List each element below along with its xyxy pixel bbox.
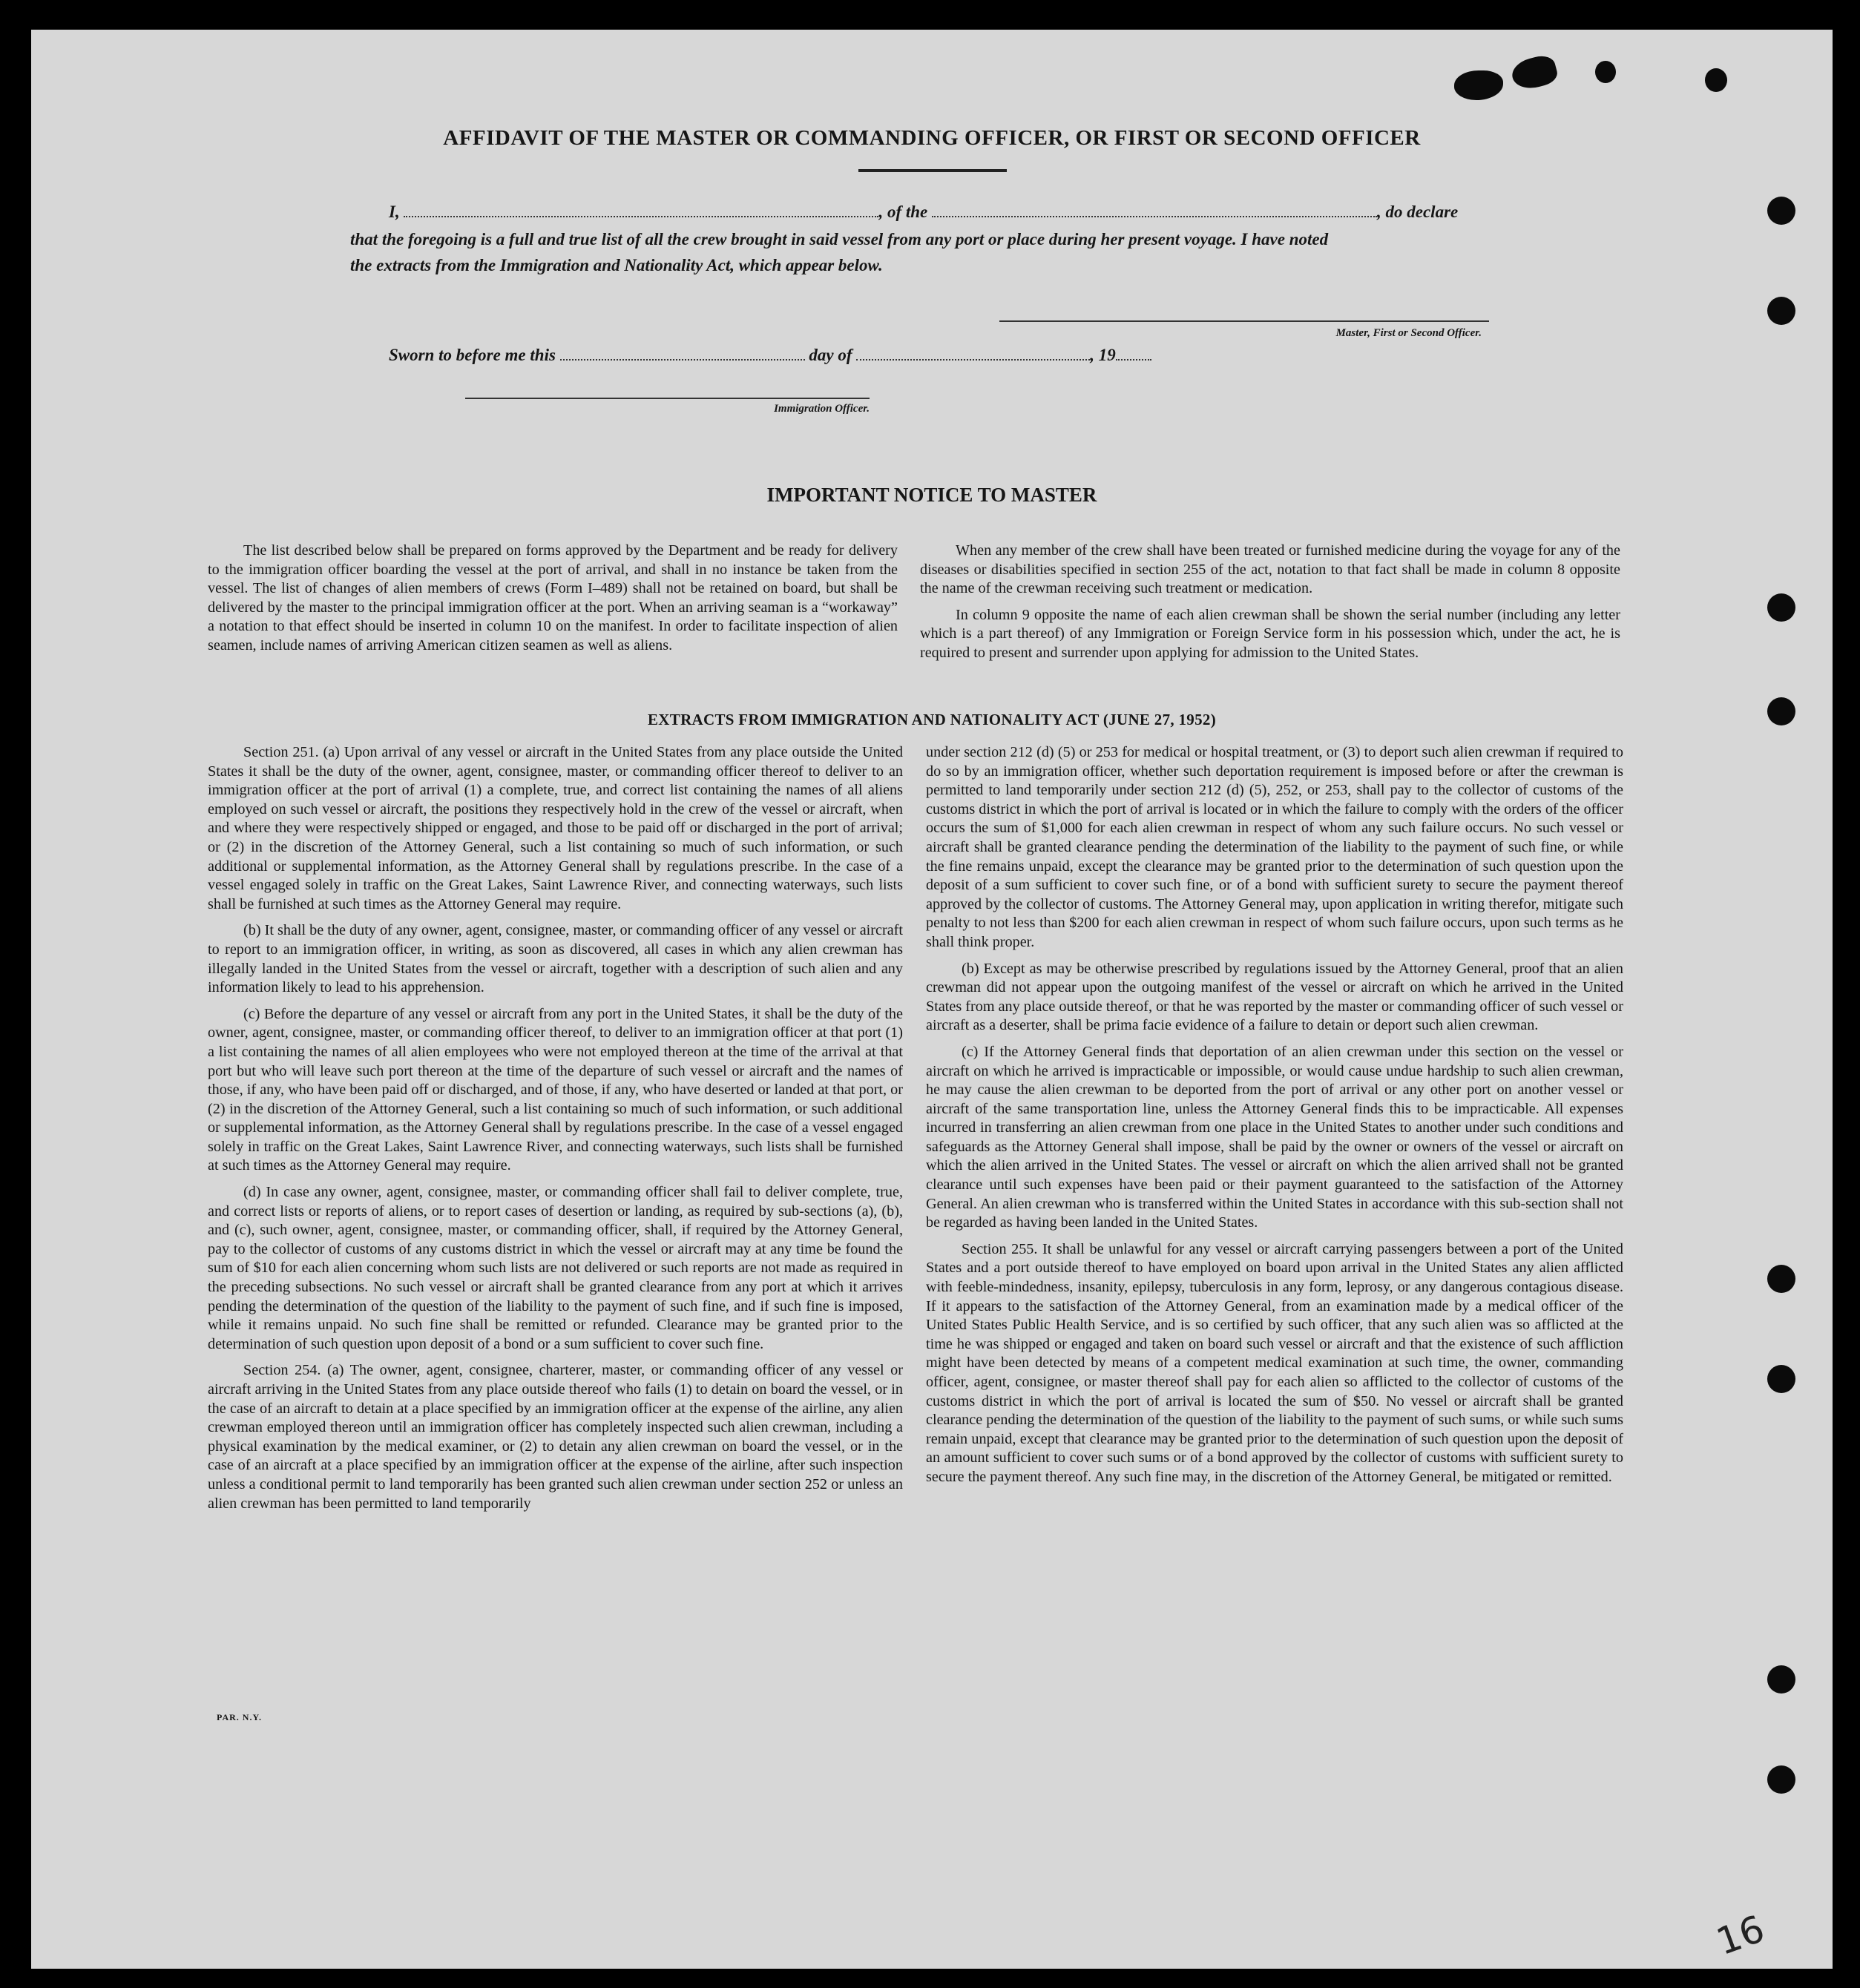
notice-paragraph: When any member of the crew shall have been treated or furnished medicine during the voyage for any of the diseases or disabilities specified in section 255 of the act, notation to that fact shall be made in column 8 opposite the name of the crewman receiving such treatment or medication. [920,542,1620,597]
act-section-251b: (b) It shall be the duty of any owner, agent, consignee, master, or commanding officer of any vessel or aircraft to report to an immigration officer, in writing, as soon as discovered, all cases in which any alien crewman has illegally landed in the United States from the vessel or aircraft, together with a description of such alien and any information likely to lead to his apprehension. [208,922,903,996]
officer-caption: Immigration Officer. [774,403,870,415]
day-of-label: day of [809,346,852,364]
declaration-do-declare: , do declare [1377,203,1459,221]
printer-mark: PAR. N.Y. [217,1712,263,1722]
act-section-254b: (b) Except as may be otherwise prescribed by regulations issued by the Attorney General, proof that an alien crewman did not appear upon the outgoing manifest of the vessel or aircraft on which he arrived in the United States from any place outside thereof, or that he was reported by the master or commanding officer of such vessel or aircraft as a deserter, shall be prima facie evidence of a failure to detain or deport such alien crewman. [926,960,1623,1034]
notice-right-column [920,542,1620,671]
act-section-251d: (d) In case any owner, agent, consignee, master, or commanding officer shall fail to deliver complete, true, and correct lists or reports of aliens, or to report cases of desertion or landing, as required by sub-sections (a), (b), and (c), such owner, agent, consignee, master, or commanding officer, shall, if required by the Attorney General, pay to the collector of customs of any customs district in which the vessel or aircraft may at any time be found the sum of $10 for each alien concerning whom such lists are not delivered or such reports are not made as required in the preceding subsections. No such vessel or aircraft shall be granted clearance from any port at which it arrives pending the determination of the question of the liability to the payment of such fine, and if such fine is imposed, while it remains unpaid. No such fine shall be remitted or refunded. Clearance may be granted prior to the determination of such question upon deposit of a bond or a sum sufficient to cover such fine. [208,1184,903,1352]
notice-paragraph: In column 9 opposite the name of each alien crewman shall be shown the serial number (including any letter which is a part thereof) of any Immigration or Foreign Service form in his possession which, under the act, he is required to present and surrender upon applying for admission to the United States. [920,606,1620,661]
binder-hole [1767,1265,1795,1293]
declaration-text-2: the extracts from the Immigration and Nationality Act, which appear below. [350,256,883,274]
declaration-i: I, [389,203,400,221]
declaration-of-the: , of the [878,203,928,221]
extracts-right-column [926,743,1623,1495]
notice-paragraph: The list described below shall be prepared on forms approved by the Department and be ready for delivery to the immigration officer boarding the vessel at the port of arrival, and shall in no instance be taken from the vessel. The list of changes of alien members of crews (Form I–489) shall not be retained on board, but shall be delivered by the master to the principal immigration officer at the port. When an arriving seaman is a “workaway” a notation to that effect should be inserted in column 10 on the manifest. In order to facilitate inspection of alien seamen, include names of arriving American citizen seamen as well as aliens. [208,542,898,654]
form-page [31,30,1833,1969]
title-rule [858,169,1007,172]
year-label: , 19 [1090,346,1116,364]
act-section-254c: (c) If the Attorney General finds that deportation of an alien crewman under this section on the vessel or aircraft on which he arrived is impracticable or impossible, or would cause undue hardship to such alien crewman, he may cause the alien crewman to be deported from the port of arrival or any other port on another vessel or aircraft of the same transportation line, unless the Attorney General finds this to be impracticable. All expenses incurred in transferring an alien crewman from one place in the United States to another under such conditions and safeguards as the Attorney General shall impose, shall be paid by the owner or owners of the vessel or aircraft on which the alien arrived in the United States. The vessel or aircraft on which the alien arrived shall not be granted clearance until such expenses have been paid or their payment guaranteed to the satisfaction of the Attorney General. An alien crewman who is transferred within the United States in accordance with this sub-section shall not be regarded as having been landed in the United States. [926,1043,1623,1231]
year-field[interactable] [1116,358,1151,361]
binder-hole [1767,1665,1795,1694]
ink-blot [1595,61,1616,83]
notice-title: IMPORTANT NOTICE TO MASTER [766,484,1097,506]
ink-blot [1509,53,1560,93]
act-section-251a: Section 251. (a) Upon arrival of any vessel or aircraft in the United States from any place outside the United States it shall be the duty of the owner, agent, consignee, master, or commanding officer thereof to deliver to an immigration officer at the port of arrival (1) a complete, true, and correct list containing the names of all aliens employed on such vessel or aircraft, the positions they respectively hold in the crew of the vessel or aircraft, when and where they were respectively shipped or engaged, and those to be paid off or discharged in the port of arrival; or (2) in the discretion of the Attorney General, such a list containing so much of such information, or such additional or supplemental information, as the Attorney General shall by regulations prescribe. In the case of a vessel engaged solely in traffic on the Great Lakes, Saint Lawrence River, and connecting waterways, such lists shall be furnished at such times as the Attorney General may require. [208,744,903,912]
extracts-left-column [208,743,903,1521]
act-section-255: Section 255. It shall be unlawful for any vessel or aircraft carrying passengers between a port of the United States and a port outside thereof to have employed on board upon arrival in the United States any alien afflicted with feeble-mindedness, insanity, epilepsy, tuberculosis in any form, leprosy, or any dangerous contagious disease. If it appears to the satisfaction of the Attorney General, from an examination made by a medical officer of the United States Public Health Service, and is so certified by such officer, that any such alien was so afflicted at the time he was shipped or engaged and taken on board such vessel or aircraft and that the existence of such affliction might have been detected by means of a competent medical examination at such time, the owner, commanding officer, agent, consignee, or master thereof shall pay for each alien so afflicted to the collector of customs of the customs district in which the port of arrival is located the sum of $50. No vessel or aircraft shall be granted clearance pending the determination of the question of the liability to the payment of such sums, or while such sums remain unpaid, except that clearance may be granted prior to the determination of such question upon the deposit of an amount sufficient to cover such sums or of a bond approved by the collector of customs with sufficient surety to secure the payment thereof. Any such fine may, in the discretion of the Attorney General, be mitigated or remitted. [926,1240,1623,1485]
act-section-251c: (c) Before the departure of any vessel or aircraft from any port in the United States, it shall be the duty of the owner, agent, consignee, master, or commanding officer thereof, to deliver to an immigration officer at that port (1) a list containing the names of all alien employees who were not employed thereon at the time of the arrival at that port but who will leave such port thereon at the time of the departure of such vessel or aircraft and the names of those, if any, who have been paid off or discharged, and of those, if any, who have deserted or landed at that port, or (2) in the discretion of the Attorney General, such a list containing so much of such information, or such additional or supplemental information, as the Attorney General shall by regulations prescribe. In the case of a vessel engaged solely in traffic on the Great Lakes, Saint Lawrence River, and connecting waterways, such lists shall be furnished at such times as the Attorney General may require. [208,1005,903,1174]
binder-hole [1767,1765,1795,1794]
act-section-254a-cont: under section 212 (d) (5) or 253 for medical or hospital treatment, or (3) to deport such alien crewman if required to do so by an immigration officer, whether such deportation requirement is imposed before or after the crewman is permitted to land temporarily under section 212 (d) (5), 252, or 253, shall pay to the collector of customs of the customs district in which the port of arrival is located or in which the failure to comply with the orders of the officer occurs the sum of $1,000 for each alien crewman in respect of whom any such failure occurs. No such vessel or aircraft shall be granted clearance pending the determination of the liability to the payment of such fine, or while the fine remains unpaid, except the clearance may be granted prior to the determination of such question upon the deposit of a sum sufficient to cover such fine, or of a bond with sufficient surety to secure the payment thereof approved by the collector of customs. The Attorney General may, upon application in writing therefor, mitigate such penalty to not less than $200 for each alien crewman in respect of whom such failure occurs, upon such terms as he shall think proper. [926,744,1623,950]
binder-hole [1767,1365,1795,1393]
sworn-month-field[interactable] [856,358,1090,361]
handwritten-page-number: 16 [1711,1906,1770,1964]
vessel-field[interactable] [932,214,1377,217]
ink-blot [1454,70,1503,100]
officer-signature-line[interactable] [465,398,870,399]
notice-left-column [208,542,898,663]
declaration-line [389,203,1524,222]
ink-blot [1705,68,1727,92]
sworn-label: Sworn to before me this [389,346,556,364]
master-signature-line[interactable] [999,320,1489,322]
name-field[interactable] [404,214,878,217]
act-section-254a: Section 254. (a) The owner, agent, consignee, charterer, master, or commanding officer of any vessel or aircraft arriving in the United States from any place outside thereof who fails (1) to detain on board the vessel, or in the case of an aircraft to detain at a place specified by an immigration officer at the expense of the airline, any alien crewman employed thereon until an immigration officer has completely inspected such alien crewman, including a physical examination by the medical examiner, or (2) to detain any alien crewman on board the vessel, or in the case of an aircraft at a place specified by an immigration officer at the expense of the airline, after such inspection unless a conditional permit to land temporarily has been granted such alien crewman under section 252 or unless an alien crewman has been permitted to land temporarily [208,1362,903,1512]
extracts-title: EXTRACTS FROM IMMIGRATION AND NATIONALITY ACT (JUNE 27, 1952) [648,711,1216,728]
binder-hole [1767,197,1795,225]
affidavit-title: AFFIDAVIT OF THE MASTER OR COMMANDING OFFICER, OR FIRST OR SECOND OFFICER [443,126,1421,150]
declaration-text-1: that the foregoing is a full and true list of all the crew brought in said vessel from any port or place during her present voyage. I have noted [350,230,1329,249]
sworn-day-field[interactable] [560,358,805,361]
binder-hole [1767,297,1795,325]
sworn-line [389,346,1151,365]
master-caption: Master, First or Second Officer. [1335,327,1482,339]
binder-hole [1767,593,1795,622]
